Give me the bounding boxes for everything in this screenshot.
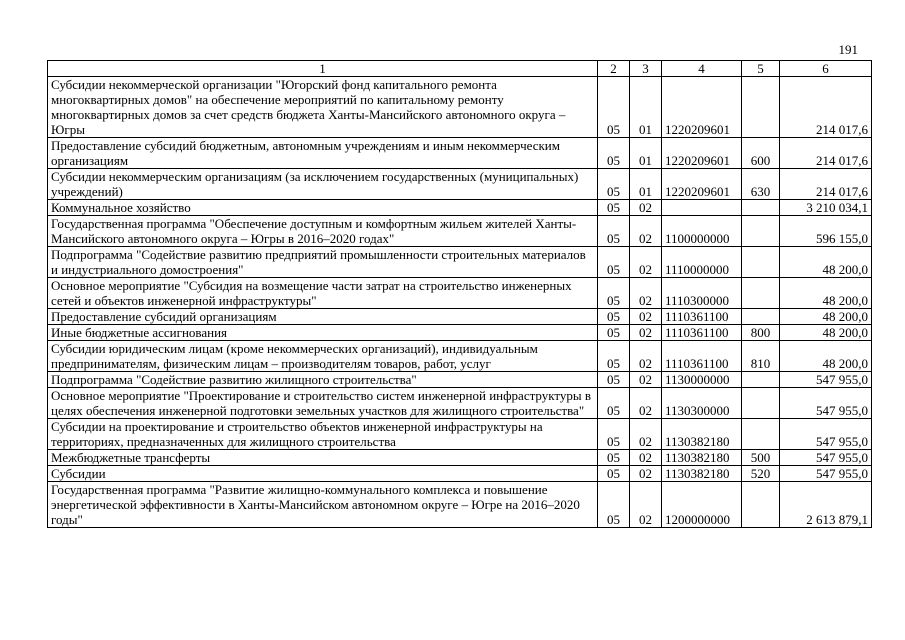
row-target-article: 1110361100	[662, 325, 742, 341]
row-section: 05	[598, 278, 630, 309]
table-row	[48, 169, 872, 200]
row-section: 05	[598, 372, 630, 388]
row-target-article: 1110300000	[662, 278, 742, 309]
column-header: 3	[630, 61, 662, 77]
row-subsection: 02	[630, 216, 662, 247]
row-target-article: 1200000000	[662, 482, 742, 528]
row-amount: 3 210 034,1	[780, 200, 872, 216]
table-row	[48, 247, 872, 278]
row-expense-type: 630	[742, 169, 780, 200]
row-section: 05	[598, 216, 630, 247]
row-expense-type: 600	[742, 138, 780, 169]
row-section: 05	[598, 482, 630, 528]
row-target-article: 1130382180	[662, 450, 742, 466]
row-expense-type	[742, 77, 780, 138]
row-name: Подпрограмма "Содействие развитию предприятий промышленности строительных материалов и индустриального домостроения"	[48, 247, 598, 278]
row-amount: 214 017,6	[780, 138, 872, 169]
row-target-article: 1110361100	[662, 341, 742, 372]
column-header: 4	[662, 61, 742, 77]
row-expense-type	[742, 309, 780, 325]
row-name: Государственная программа "Развитие жилищно-коммунального комплекса и повышение энергетической эффективности в Ханты-Мансийском автономном округе – Югре на 2016–2020 годы"	[48, 482, 598, 528]
row-amount: 48 200,0	[780, 278, 872, 309]
row-section: 05	[598, 466, 630, 482]
row-expense-type	[742, 419, 780, 450]
row-section: 05	[598, 309, 630, 325]
row-section: 05	[598, 138, 630, 169]
table-row	[48, 341, 872, 372]
row-amount: 48 200,0	[780, 325, 872, 341]
header-row	[48, 61, 872, 77]
row-amount: 547 955,0	[780, 466, 872, 482]
row-section: 05	[598, 77, 630, 138]
row-name: Коммунальное хозяйство	[48, 200, 598, 216]
column-header: 6	[780, 61, 872, 77]
row-subsection: 02	[630, 419, 662, 450]
row-target-article: 1130382180	[662, 419, 742, 450]
row-name: Основное мероприятие "Проектирование и строительство систем инженерной инфраструктуры в целях обеспечения инженерной подготовки земельных участков для жилищного строительства"	[48, 388, 598, 419]
row-target-article: 1130300000	[662, 388, 742, 419]
row-section: 05	[598, 200, 630, 216]
table-row	[48, 388, 872, 419]
row-expense-type: 520	[742, 466, 780, 482]
table-row	[48, 77, 872, 138]
row-subsection: 02	[630, 325, 662, 341]
table-row	[48, 419, 872, 450]
row-subsection: 02	[630, 200, 662, 216]
row-expense-type	[742, 372, 780, 388]
row-name: Межбюджетные трансферты	[48, 450, 598, 466]
row-subsection: 01	[630, 169, 662, 200]
table-row	[48, 138, 872, 169]
page-number: 191	[838, 42, 858, 57]
table-row	[48, 466, 872, 482]
row-section: 05	[598, 341, 630, 372]
column-header: 1	[48, 61, 598, 77]
table-row	[48, 216, 872, 247]
row-subsection: 02	[630, 309, 662, 325]
row-expense-type	[742, 216, 780, 247]
row-amount: 547 955,0	[780, 372, 872, 388]
row-target-article	[662, 200, 742, 216]
row-subsection: 02	[630, 372, 662, 388]
table-row	[48, 372, 872, 388]
row-subsection: 02	[630, 278, 662, 309]
row-amount: 547 955,0	[780, 419, 872, 450]
row-subsection: 02	[630, 450, 662, 466]
row-section: 05	[598, 388, 630, 419]
row-subsection: 02	[630, 247, 662, 278]
row-amount: 48 200,0	[780, 341, 872, 372]
row-name: Субсидии некоммерческим организациям (за исключением государственных (муниципальных) учреждений)	[48, 169, 598, 200]
row-name: Иные бюджетные ассигнования	[48, 325, 598, 341]
row-target-article: 1130382180	[662, 466, 742, 482]
row-section: 05	[598, 247, 630, 278]
row-amount: 547 955,0	[780, 388, 872, 419]
row-section: 05	[598, 325, 630, 341]
row-expense-type	[742, 247, 780, 278]
row-target-article: 1100000000	[662, 216, 742, 247]
row-expense-type: 800	[742, 325, 780, 341]
row-expense-type	[742, 200, 780, 216]
row-name: Основное мероприятие "Субсидия на возмещение части затрат на строительство инженерных сетей и объектов инженерной инфраструктуры"	[48, 278, 598, 309]
row-amount: 214 017,6	[780, 169, 872, 200]
row-expense-type: 810	[742, 341, 780, 372]
row-amount: 48 200,0	[780, 247, 872, 278]
row-name: Предоставление субсидий бюджетным, автономным учреждениям и иным некоммерческим организациям	[48, 138, 598, 169]
row-amount: 214 017,6	[780, 77, 872, 138]
row-target-article: 1110361100	[662, 309, 742, 325]
row-target-article: 1220209601	[662, 169, 742, 200]
row-expense-type: 500	[742, 450, 780, 466]
row-subsection: 02	[630, 388, 662, 419]
row-subsection: 02	[630, 341, 662, 372]
row-name: Субсидии некоммерческой организации "Югорский фонд капитального ремонта многоквартирных домов" на обеспечение мероприятий по капитальному ремонту многоквартирных домов за счет средств бюджета Ханты-Мансийского автономного округа – Югры	[48, 77, 598, 138]
table-row	[48, 309, 872, 325]
row-section: 05	[598, 450, 630, 466]
table-row	[48, 450, 872, 466]
column-header: 2	[598, 61, 630, 77]
row-subsection: 01	[630, 77, 662, 138]
row-section: 05	[598, 419, 630, 450]
row-name: Субсидии юридическим лицам (кроме некоммерческих организаций), индивидуальным предпринимателям, физическим лицам – производителям товаров, работ, услуг	[48, 341, 598, 372]
table-row	[48, 200, 872, 216]
row-subsection: 01	[630, 138, 662, 169]
table-row	[48, 278, 872, 309]
table-row	[48, 325, 872, 341]
row-amount: 596 155,0	[780, 216, 872, 247]
column-header: 5	[742, 61, 780, 77]
row-name: Субсидии	[48, 466, 598, 482]
row-name: Предоставление субсидий организациям	[48, 309, 598, 325]
row-target-article: 1220209601	[662, 77, 742, 138]
row-expense-type	[742, 388, 780, 419]
row-amount: 2 613 879,1	[780, 482, 872, 528]
row-name: Подпрограмма "Содействие развитию жилищного строительства"	[48, 372, 598, 388]
row-target-article: 1220209601	[662, 138, 742, 169]
budget-table	[47, 60, 872, 528]
row-expense-type	[742, 278, 780, 309]
row-section: 05	[598, 169, 630, 200]
row-amount: 48 200,0	[780, 309, 872, 325]
row-name: Государственная программа "Обеспечение доступным и комфортным жильем жителей Ханты-Мансийского автономного округа – Югры в 2016–2020 годах"	[48, 216, 598, 247]
row-target-article: 1130000000	[662, 372, 742, 388]
row-expense-type	[742, 482, 780, 528]
row-target-article: 1110000000	[662, 247, 742, 278]
row-subsection: 02	[630, 466, 662, 482]
row-name: Субсидии на проектирование и строительство объектов инженерной инфраструктуры на территориях, предназначенных для жилищного строительства	[48, 419, 598, 450]
row-subsection: 02	[630, 482, 662, 528]
row-amount: 547 955,0	[780, 450, 872, 466]
table-row	[48, 482, 872, 528]
